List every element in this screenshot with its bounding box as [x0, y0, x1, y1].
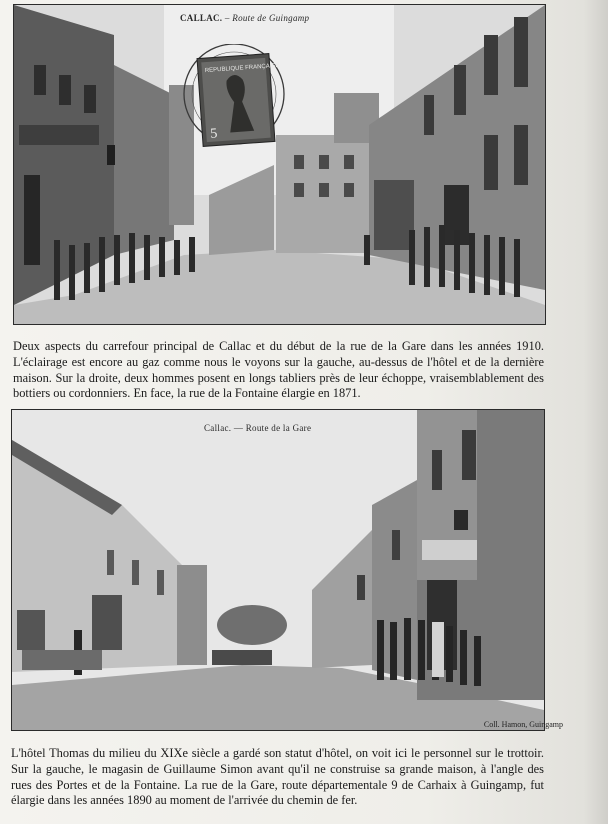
postage-stamp [180, 44, 288, 150]
photo-2-title: Callac. — Route de la Gare [204, 423, 312, 433]
stamp-value: 5 [209, 126, 218, 142]
photo-1-place: CALLAC. [180, 13, 223, 23]
photo-1-road: Route de Guingamp [232, 13, 310, 23]
street-scene-2 [12, 410, 544, 730]
photo-2-caption: L'hôtel Thomas du milieu du XIXe siècle a gardé son statut d'hôtel, on voit ici le personnel sur le trottoir. Sur la gauche, le magasin de Guillaume Simon avant qu'il ne construise sa grande maison, à l'angle des rues des Portes et de la Fontaine. La rue de la Gare, route départementale 9 de Carhaix à Guingamp, fut élargie dans les années 1890 au moment de l'arrivée du chemin de fer. [11, 746, 544, 808]
photo-1-title [180, 13, 309, 23]
photo-1-caption: Deux aspects du carrefour principal de Callac et du début de la rue de la Gare dans les années 1910. L'éclairage est encore au gaz comme nous le voyons sur la gauche, au-dessus de l'hôtel et de la dernière maison. Sur la droite, deux hommes posent en longs tabliers près de leur échoppe, vraisemblablement des bottiers ou cordonniers. En face, la rue de la Fontaine élargie en 1871. [13, 339, 544, 401]
stamp-inscription: REPUBLIQUE FRANÇAISE [204, 62, 280, 75]
photo-route-de-la-gare [11, 409, 545, 731]
photo-1-title-separator: – [222, 13, 233, 23]
photo-2-credit: Coll. Hamon, Guingamp [483, 720, 563, 729]
